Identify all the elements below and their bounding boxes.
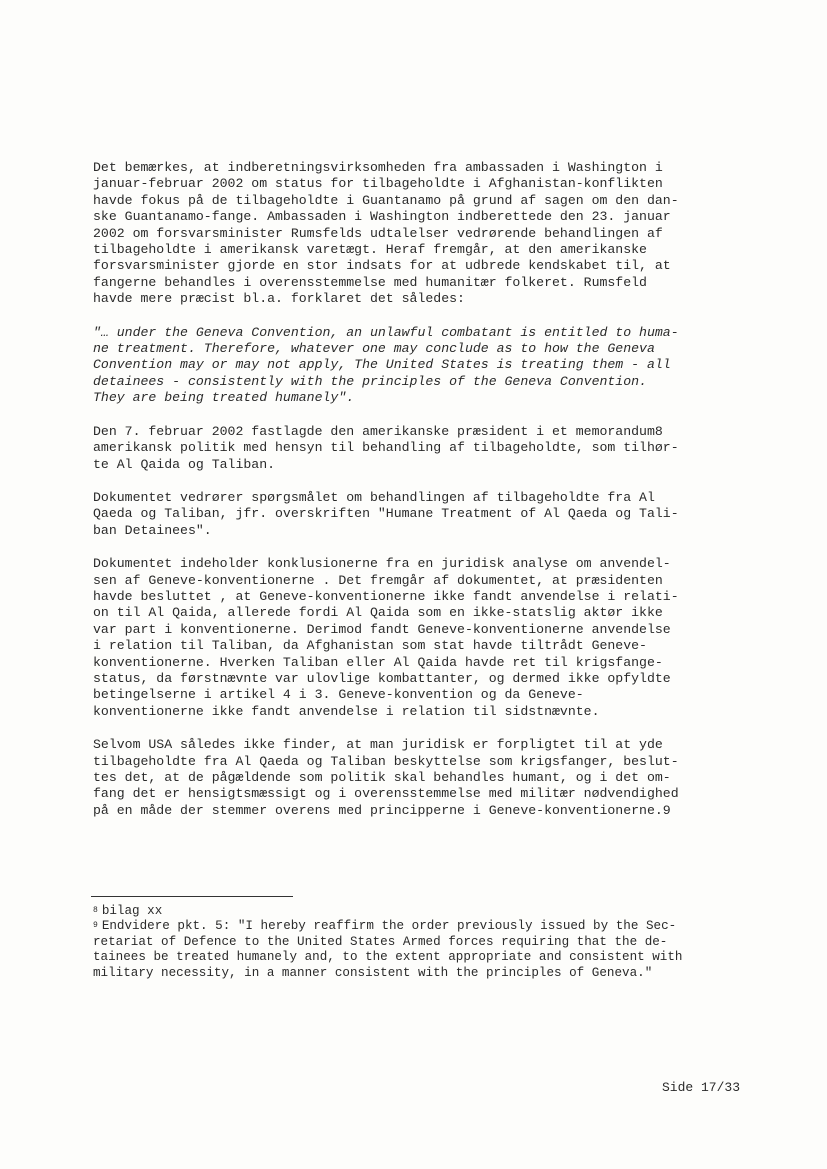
text-line: konventionerne. Hverken Taliban eller Al Qaida havde ret til krigsfange- — [93, 654, 663, 670]
text-line: Dokumentet vedrører spørgsmålet om behandlingen af tilbageholdte fra Al — [93, 489, 655, 505]
text-line: forsvarsminister gjorde en stor indsats for at udbrede kendskabet til, at — [93, 258, 671, 274]
text-line: konventionerne ikke fandt anvendelse i relation til sidstnævnte. — [93, 703, 600, 719]
quote-line: Convention may or may not apply, The United States is treating them - all — [93, 357, 671, 373]
text-line: ske Guantanamo-fange. Ambassaden i Washington indberettede den 23. januar — [93, 209, 671, 225]
paragraph-ambassade-indberetning — [93, 160, 755, 308]
quote-line: "… under the Geneva Convention, an unlawful combatant is entitled to huma- — [93, 324, 679, 340]
text-line: fangerne behandles i overensstemmelse med humanitær folkeret. Rumsfeld — [93, 274, 647, 290]
text-line: tilbageholdte i amerikansk varetægt. Heraf fremgår, at den amerikanske — [93, 242, 647, 258]
text-line: tilbageholdte fra Al Qaeda og Taliban beskyttelse som krigsfanger, beslut- — [93, 753, 679, 769]
text-line: ban Detainees". — [93, 522, 212, 538]
footnote-number: 9 — [93, 921, 98, 931]
text-line: tes det, at de pågældende som politik skal behandles humant, og i det om- — [93, 770, 671, 785]
text-line: Det bemærkes, at indberetningsvirksomheden fra ambassaden i Washington i — [93, 160, 663, 175]
body-text — [93, 160, 755, 836]
paragraph-dokument-overskrift — [93, 490, 755, 539]
text-line: sen af Geneve-konventionerne . Det fremgår af dokumentet, at præsidenten — [93, 572, 663, 588]
footnote-line — [93, 919, 755, 934]
quote-line: They are being treated humanely". — [93, 390, 355, 406]
footnote-line: retariat of Defence to the United States Armed forces requiring that the de- — [93, 934, 668, 949]
text-line: te Al Qaida og Taliban. — [93, 456, 276, 472]
text-line: Den 7. februar 2002 fastlagde den amerikanske præsident i et memorandum8 — [93, 423, 663, 439]
text-line: januar-februar 2002 om status for tilbageholdte i Afghanistan-konflikten — [93, 176, 663, 192]
paragraph-humant-behandling — [93, 737, 755, 819]
paragraph-memorandum — [93, 424, 755, 473]
page-number: Side 17/33 — [662, 1080, 741, 1095]
text-line: on til Al Qaida, allerede fordi Al Qaida som en ikke-statslig aktør ikke — [93, 605, 663, 621]
text-line: Selvom USA således ikke finder, at man juridisk er forpligtet til at yde — [93, 737, 663, 753]
text-line: amerikansk politik med hensyn til behandling af tilbageholdte, som tilhør- — [93, 440, 679, 456]
text-line: på en måde der stemmer overens med principperne i Geneve-konventionerne.9 — [93, 802, 671, 818]
quote-line: ne treatment. Therefore, whatever one may conclude as to how the Geneva — [93, 341, 655, 357]
footnote-text: Endvidere pkt. 5: "I hereby reaffirm the order previously issued by the Sec- — [101, 919, 677, 934]
text-line: fang det er hensigtsmæssigt og i overensstemmelse med militær nødvendighed — [93, 786, 679, 802]
text-line: Dokumentet indeholder konklusionerne fra en juridisk analyse om anvendel- — [93, 556, 671, 572]
text-line: Qaeda og Taliban, jfr. overskriften "Humane Treatment of Al Qaeda og Tali- — [93, 506, 679, 522]
text-line: betingelserne i artikel 4 i 3. Geneve-konvention og da Geneve- — [93, 687, 584, 703]
footnote-separator — [91, 896, 293, 897]
text-line: status, da førstnævnte var ulovlige kombattanter, og dermed ikke opfyldte — [93, 670, 671, 686]
footnote-9 — [93, 919, 755, 981]
rumsfeld-quote — [93, 325, 755, 407]
footnote-8 — [93, 904, 755, 919]
footnote-line — [93, 904, 755, 919]
footnote-text: bilag xx — [101, 904, 163, 918]
footnote-line: tainees be treated humanely and, to the extent appropriate and consistent with — [93, 950, 683, 965]
footnote-number: 8 — [93, 906, 98, 915]
text-line: i relation til Taliban, da Afghanistan som stat havde tiltrådt Geneve- — [93, 638, 647, 654]
footnote-line: military necessity, in a manner consistent with the principles of Geneva." — [93, 965, 653, 980]
text-line: havde fokus på de tilbageholdte i Guantanamo på grund af sagen om den dan- — [93, 192, 679, 208]
text-line: havde mere præcist bl.a. forklaret det således: — [93, 291, 465, 307]
footnotes — [93, 904, 755, 981]
text-line: 2002 om forsvarsminister Rumsfelds udtalelser vedrørende behandlingen af — [93, 225, 663, 241]
text-line: var part i konventionerne. Derimod fandt Geneve-konventionerne anvendelse — [93, 621, 671, 637]
text-line: havde besluttet , at Geneve-konventionerne ikke fandt anvendelse i relati- — [93, 588, 679, 604]
paragraph-juridisk-analyse — [93, 556, 755, 720]
quote-line: detainees - consistently with the principles of the Geneva Convention. — [93, 373, 647, 389]
